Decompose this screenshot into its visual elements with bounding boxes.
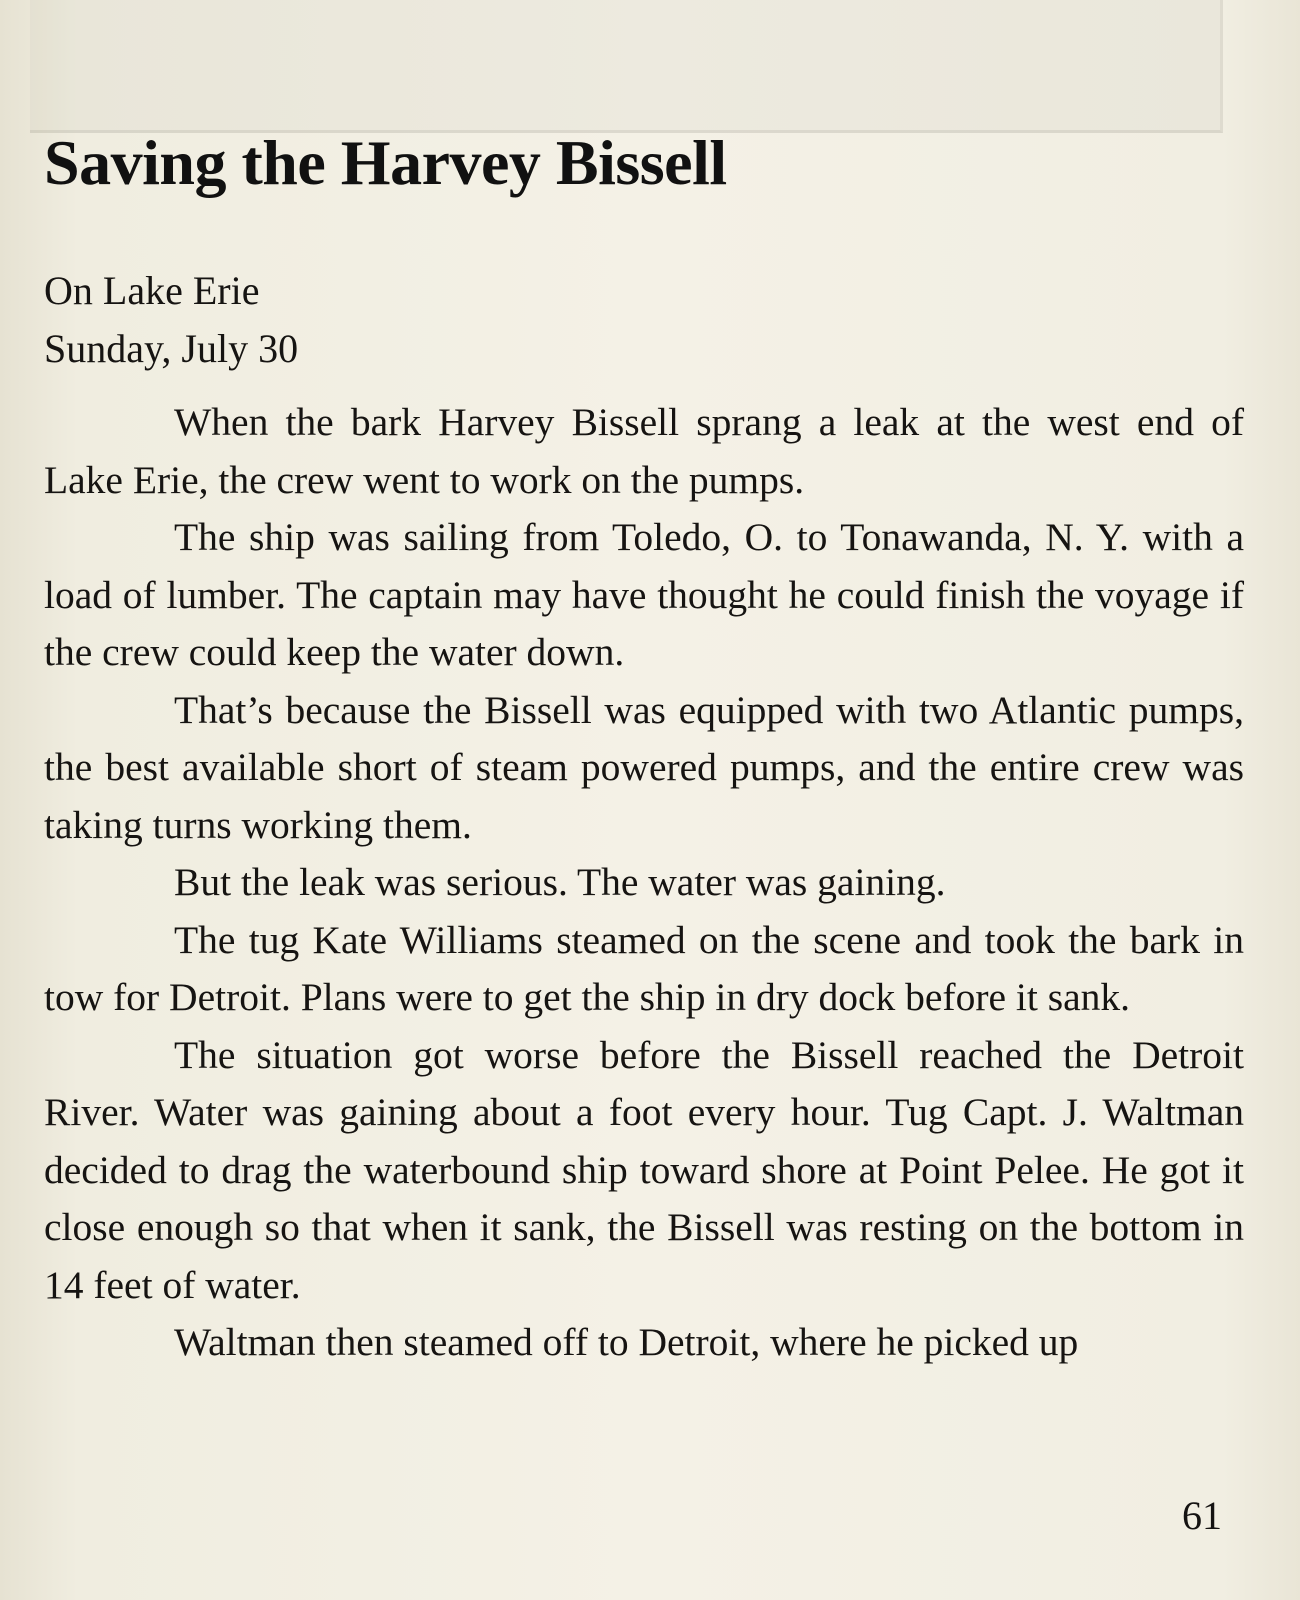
book-page (44, 128, 1244, 1372)
paragraph: But the leak was serious. The water was gaining. (174, 860, 946, 905)
paragraph: That’s because the Bissell was equipped with two Atlantic pumps, the best available short of steam powered pumps, and the entire crew was taking turns working them. (44, 687, 1244, 847)
bleed-through-shadow (30, 0, 1223, 133)
chapter-title: Saving the Harvey Bissell (44, 127, 727, 198)
dateline (44, 262, 1244, 378)
body-text (44, 394, 1244, 1372)
paragraph: The situation got worse before the Bissell reached the Detroit River. Water was gaining about a foot every hour. Tug Capt. J. Waltman decided to drag the waterbound ship toward shore at Point Pelee. He got it close enough so that when it sank, the Bissell was resting on the bottom in 14 feet of water. (44, 1032, 1244, 1307)
paragraph: Waltman then steamed off to Detroit, where he picked up (174, 1320, 1079, 1365)
page-number: 61 (1182, 1493, 1222, 1538)
paragraph: The ship was sailing from Toledo, O. to Tonawanda, N. Y. with a load of lumber. The captain may have thought he could finish the voyage if the crew could keep the water down. (44, 515, 1244, 675)
dateline-place: On Lake Erie (44, 268, 260, 314)
paragraph: When the bark Harvey Bissell sprang a leak at the west end of Lake Erie, the crew went to work on the pumps. (44, 400, 1244, 502)
paragraph: The tug Kate Williams steamed on the scene and took the bark in tow for Detroit. Plans were to get the ship in dry dock before it sank. (44, 917, 1244, 1020)
dateline-date: Sunday, July 30 (44, 326, 299, 372)
